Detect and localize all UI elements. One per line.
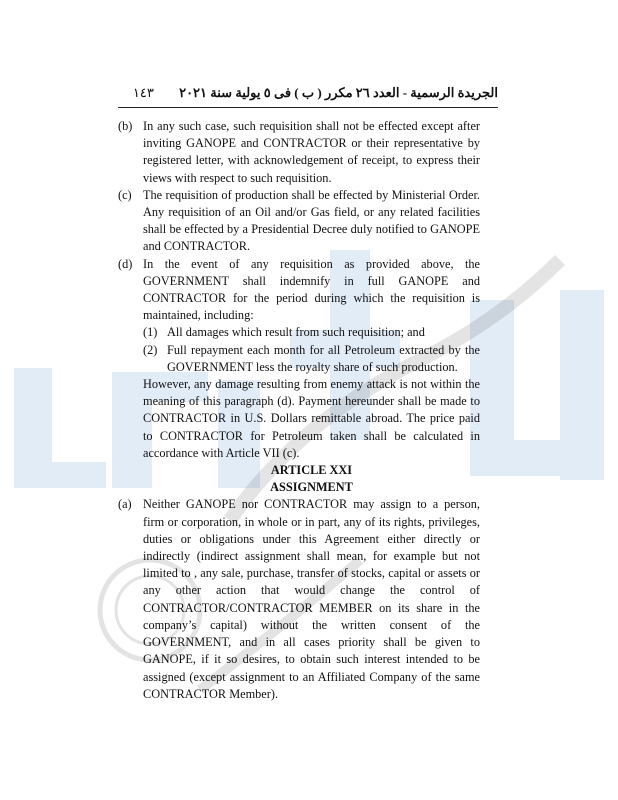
page-header	[118, 82, 498, 104]
clause-d	[118, 256, 480, 462]
clause-marker: (b)	[118, 119, 133, 133]
subclause-marker: (1)	[143, 325, 158, 340]
article-number: ARTICLE XXI	[270, 463, 353, 478]
clause-marker: (a)	[118, 497, 132, 512]
subclause-text: All damages which result from such requisition; and	[167, 325, 425, 340]
clause-text: In any such case, such requisition shall not be effected except after inviting GANOPE and CONTRACTOR or their representative by registered letter, with acknowledgement of receipt, to express their views with respect to such requisition.	[143, 119, 480, 185]
subclause-1	[143, 324, 480, 341]
page-number: ١٤٣	[132, 85, 154, 100]
article-title: ASSIGNMENT	[270, 480, 353, 495]
clause-text: Neither GANOPE nor CONTRACTOR may assign to a person, firm or corporation, in whole or in part, any of its rights, privileges, duties or obligations under this Agreement either directly or indirectly (indirect assignment shall mean, for example but not limited to , any sale, purchase, transfer of stocks, capital or assets or any other action that would change the control of CONTRACTOR/CONTRACTOR MEMBER on its share in the company’s capital) without the written consent of the GOVERNMENT, and in all cases priority shall be given to GANOPE, if it so desires, to obtain such interest intended to be assigned (except assignment to an Affiliated Company of the same CONTRACTOR Member).	[143, 497, 480, 701]
clause-text: In the event of any requisition as provided above, the GOVERNMENT shall indemnify in full GANOPE and CONTRACTOR for the period during which the requisition is maintained, including:	[143, 256, 480, 323]
subclause-2	[143, 342, 480, 376]
clause-body	[143, 256, 480, 462]
gazette-title: الجريدة الرسمية - العدد ٢٦ مكرر ( ب ) فى ٥ يولية سنة ٢٠٢١	[179, 85, 498, 100]
clause-b	[118, 118, 480, 187]
subclause-text: Full repayment each month for all Petroleum extracted by the GOVERNMENT less the royalty share of such production.	[167, 342, 480, 374]
article-clause-a	[118, 496, 480, 702]
clause-marker: (c)	[118, 187, 132, 202]
clause-c	[118, 187, 480, 256]
header-rule	[118, 107, 498, 108]
document-body	[118, 118, 480, 703]
clause-marker: (d)	[118, 256, 133, 271]
subclause-marker: (2)	[143, 342, 158, 357]
clause-closing-text: However, any damage resulting from enemy attack is not within the meaning of this paragraph (d). Payment hereunder shall be made to CONTRACTOR in U.S. Dollars remittable abroad. The price paid to CONTRACTOR for Petroleum taken shall be calculated in accordance with Article VII (c).	[143, 377, 480, 460]
clause-text: The requisition of production shall be effected by Ministerial Order. Any requisition of an Oil and/or Gas field, or any related facilities shall be effected by a Presidential Decree duly notified to GANOPE and CONTRACTOR.	[143, 187, 480, 254]
